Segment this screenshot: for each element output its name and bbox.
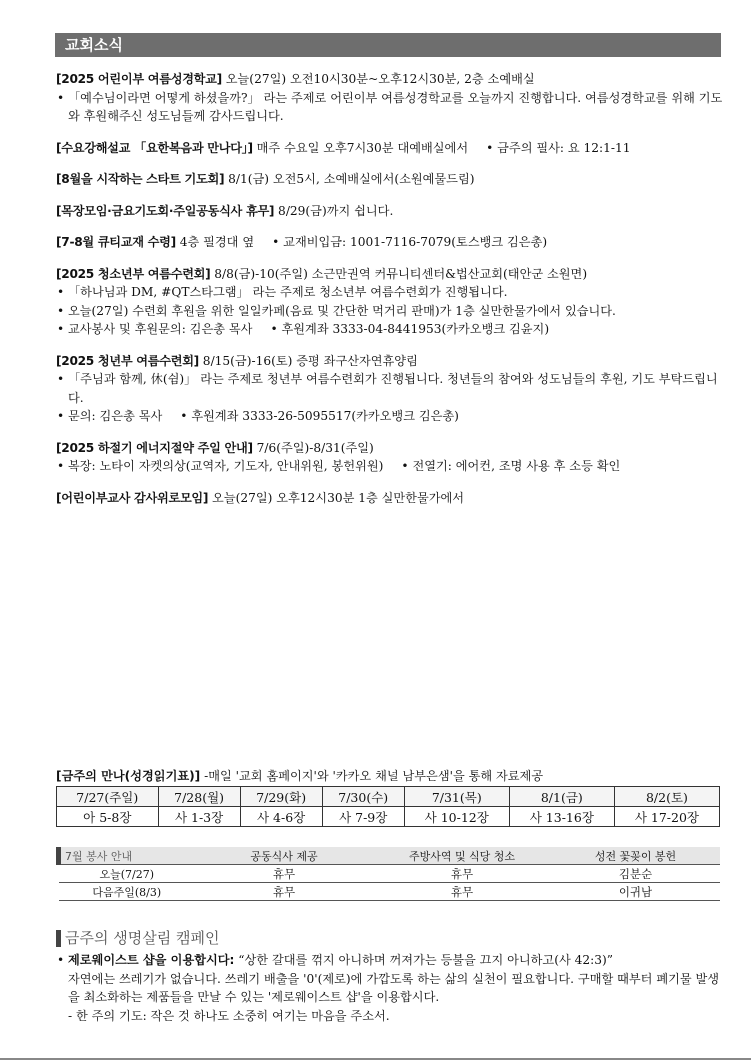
service-row-label: 오늘(7/27) <box>59 865 196 883</box>
service-row-label: 다음주일(8/3) <box>59 883 196 901</box>
schedule-date: 8/2(토) <box>614 787 719 807</box>
schedule-reading: 사 1-3장 <box>158 807 240 827</box>
bullet-text: 「하나님과 DM, #QT스타그램」 라는 주제로 청소년부 여름수련회가 진행됩니다. <box>68 285 508 299</box>
campaign-headline: 제로웨이스트 샵을 이용합시다: <box>68 953 235 967</box>
bullet-text: 교사봉사 및 후원문의: 김은총 목사 <box>68 322 253 336</box>
bullet-text: 「예수님이라면 어떻게 하셨을까?」 라는 주제로 어린이부 여름성경학교를 오늘까지 진행합니다. 여름성경학교를 위해 기도와 후원해주신 성도님들께 감사드립니다. <box>68 90 723 123</box>
service-cell: 이귀남 <box>551 883 720 901</box>
news-text: 8/29(금)까지 쉽니다. <box>274 203 394 218</box>
news-bullet: • 오늘(27일) 수련회 후원을 위한 일일카페(음료 및 간단한 먹거리 판매)가 1층 실만한물가에서 있습니다. <box>57 303 616 318</box>
news-text: 오늘(27일) 오전10시30분~오후12시30분, 2층 소예배실 <box>221 72 535 86</box>
schedule-heading <box>56 767 543 784</box>
news-bullet: • 「주님과 함께, 休(쉼)」 라는 주제로 청년부 여름수련회가 진행됩니다. 청년들의 참여와 성도님들의 후원, 기도 부탁드립니다. <box>57 372 718 405</box>
news-text: 오늘(27일) 오후12시30분 1층 실만한물가에서 <box>208 490 465 505</box>
service-cell: 휴무 <box>373 883 551 901</box>
service-cell: 휴무 <box>195 865 373 883</box>
bullet-text: 「주님과 함께, 休(쉼)」 라는 주제로 청년부 여름수련회가 진행됩니다. 청년들의 참여와 성도님들의 후원, 기도 부탁드립니다. <box>68 372 718 405</box>
news-item <box>56 265 726 339</box>
service-column: 주방사역 및 식당 청소 <box>373 847 551 865</box>
news-bullet: • 문의: 김은총 목사 • 후원계좌 3333-26-5095517(카카오뱅크 김은총) <box>57 409 459 423</box>
news-title: [2025 하절기 에너지절약 주일 안내] <box>56 440 253 455</box>
news-item <box>56 233 726 252</box>
schedule-date: 7/30(수) <box>322 787 404 807</box>
news-text: 8/8(금)-10(주일) 소근만권역 커뮤니티센터&법산교회(태안군 소원면) <box>210 266 588 281</box>
news-item <box>56 439 726 476</box>
service-row <box>59 883 721 901</box>
news-text: 매주 수요일 오후7시30분 대예배실에서 <box>252 140 469 155</box>
campaign-body: 자연에는 쓰레기가 없습니다. 쓰레기 배출을 '0'(제로)에 가깝도록 하는 삶의 실천이 필요합니다. 구매할 때부터 폐기물 발생을 최소화하는 제품들을 만날 수 있는 '제로웨이스트 샵'을 이용합시다. <box>68 971 720 1004</box>
reading-schedule-table <box>56 786 720 827</box>
news-bullet: • 「하나님과 DM, #QT스타그램」 라는 주제로 청소년부 여름수련회가 진행됩니다. <box>57 285 508 299</box>
schedule-date: 7/28(월) <box>158 787 240 807</box>
service-header-row <box>59 847 721 865</box>
bullet-text: • 후원계좌 3333-26-5095517(카카오뱅크 김은총) <box>180 409 459 423</box>
news-extra: • 금주의 필사: 요 12:1-11 <box>486 140 631 155</box>
news-item <box>56 170 726 189</box>
news-text: 7/6(주일)-8/31(주일) <box>252 440 374 455</box>
news-title: [2025 어린이부 여름성경학교] <box>56 72 222 86</box>
news-title: [수요강해설교 「요한복음과 만나다」] <box>56 140 253 155</box>
schedule-title: [금주의 만나(성경읽기표)] <box>56 769 201 783</box>
news-item <box>56 489 726 508</box>
campaign-title: 금주의 생명살림 캠페인 <box>56 930 726 947</box>
schedule-reading: 사 4-6장 <box>240 807 322 827</box>
schedule-date: 7/31(목) <box>404 787 509 807</box>
service-cell: 휴무 <box>373 865 551 883</box>
news-text: 8/15(금)-16(토) 증평 좌구산자연휴양림 <box>198 353 418 368</box>
news-list <box>56 70 726 520</box>
schedule-date-row <box>57 787 720 807</box>
service-table <box>56 847 720 901</box>
bullet-text: 문의: 김은총 목사 <box>68 409 163 423</box>
news-item <box>56 352 726 426</box>
schedule-reading-row <box>57 807 720 827</box>
news-title: [8월을 시작하는 스타트 기도회] <box>56 172 225 186</box>
news-text: 4층 필경대 옆 <box>175 235 255 249</box>
news-bullet: • 「예수님이라면 어떻게 하셨을까?」 라는 주제로 어린이부 여름성경학교를 오늘까지 진행합니다. 여름성경학교를 위해 기도와 후원해주신 성도님들께 감사드립니다. <box>57 90 723 123</box>
bullet-text: • 전열기: 에어컨, 조명 사용 후 소등 확인 <box>401 459 621 473</box>
news-title: [목장모임·금요기도회·주일공동식사 휴무] <box>56 203 275 218</box>
news-title: [2025 청소년부 여름수련회] <box>56 266 211 281</box>
bullet-text: 복장: 노타이 자켓의상(교역자, 기도자, 안내위원, 봉헌위원) <box>68 459 384 473</box>
news-item <box>56 202 726 221</box>
news-item <box>56 139 726 158</box>
section-header <box>55 33 721 57</box>
news-extra: • 교재비입금: 1001-7116-7079(토스뱅크 김은총) <box>272 235 548 249</box>
schedule-reading: 사 13-16장 <box>509 807 614 827</box>
schedule-reading: 사 17-20장 <box>614 807 719 827</box>
news-text: 8/1(금) 오전5시, 소예배실에서(소원예물드림) <box>224 172 475 186</box>
bullet-text: • 후원계좌 3333-04-8441953(카카오뱅크 김윤지) <box>270 322 550 336</box>
news-title: [어린이부교사 감사위로모임] <box>56 490 209 505</box>
campaign-quote: “상한 갈대를 꺾지 아니하며 꺼져가는 등불을 끄지 아니하고(사 42:3)” <box>234 953 613 967</box>
schedule-subtitle: -매일 '교회 홈페이지'와 '카카오 채널 남부은샘'을 통해 자료제공 <box>200 769 544 783</box>
service-cell: 김분순 <box>551 865 720 883</box>
schedule-date: 7/27(주일) <box>57 787 159 807</box>
campaign-section <box>56 930 726 1025</box>
news-item <box>56 70 726 126</box>
news-bullet: • 복장: 노타이 자켓의상(교역자, 기도자, 안내위원, 봉헌위원) • 전열기: 에어컨, 조명 사용 후 소등 확인 <box>57 459 621 473</box>
news-title: [7-8월 큐티교재 수령] <box>56 235 176 249</box>
service-row <box>59 865 721 883</box>
service-title: 7월 봉사 안내 <box>59 847 196 865</box>
campaign-prayer: - 한 주의 기도: 작은 것 하나도 소중히 여기는 마음을 주소서. <box>68 1008 390 1023</box>
news-title: [2025 청년부 여름수련회] <box>56 353 199 368</box>
schedule-reading: 사 10-12장 <box>404 807 509 827</box>
schedule-reading: 아 5-8장 <box>57 807 159 827</box>
service-column: 성전 꽃꽂이 봉헌 <box>551 847 720 865</box>
news-bullet: • 교사봉사 및 후원문의: 김은총 목사 • 후원계좌 3333-04-8441953(카카오뱅크 김윤지) <box>57 322 550 336</box>
bullet-text: 오늘(27일) 수련회 후원을 위한 일일카페(음료 및 간단한 먹거리 판매)가 1층 실만한물가에서 있습니다. <box>68 303 616 318</box>
service-column: 공동식사 제공 <box>195 847 373 865</box>
campaign-headline-line: • 제로웨이스트 샵을 이용합시다: “상한 갈대를 꺾지 아니하며 꺼져가는 등불을 끄지 아니하고(사 42:3)” <box>57 953 613 967</box>
bottom-divider <box>0 1058 751 1060</box>
section-title: 교회소식 <box>65 36 123 54</box>
schedule-reading: 사 7-9장 <box>322 807 404 827</box>
schedule-date: 8/1(금) <box>509 787 614 807</box>
schedule-date: 7/29(화) <box>240 787 322 807</box>
service-cell: 휴무 <box>195 883 373 901</box>
